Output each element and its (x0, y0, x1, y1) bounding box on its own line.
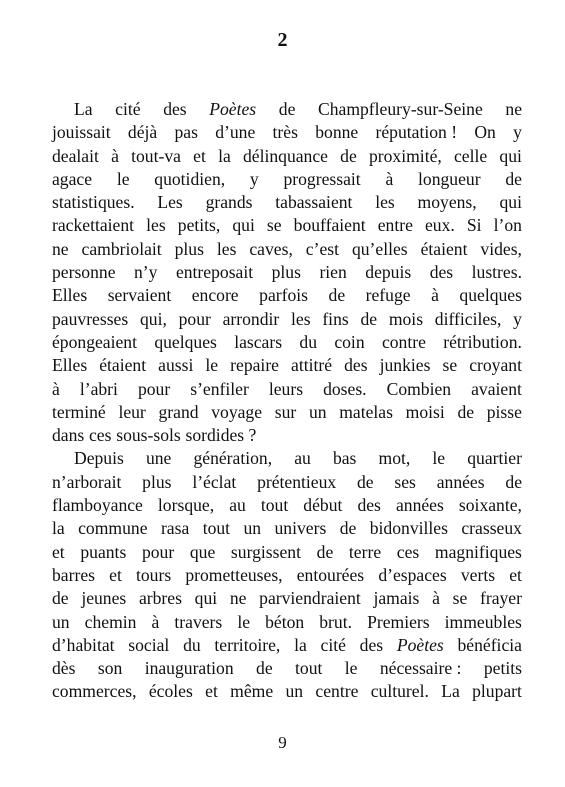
text-line (52, 611, 522, 634)
text-line (52, 680, 522, 703)
text-line (52, 424, 522, 447)
text-line (52, 354, 522, 377)
word: de (316, 541, 334, 562)
word: social (128, 634, 170, 655)
word: Si (466, 215, 482, 236)
word: y (249, 168, 259, 189)
text-line (52, 191, 522, 214)
word: de (360, 308, 378, 329)
text-line (52, 494, 522, 517)
word: surgissent (230, 541, 301, 562)
word: génération, (193, 448, 273, 469)
word: plupart (472, 681, 522, 702)
word: entre (377, 215, 413, 236)
word: caves, (249, 238, 293, 259)
word: de (505, 168, 522, 189)
word: depuis (365, 262, 412, 283)
text-line (52, 541, 522, 564)
word: années (436, 471, 485, 492)
word: arbres (138, 588, 182, 609)
word: plus (174, 238, 204, 259)
word: grand (158, 401, 199, 422)
word: pauvresses (52, 308, 129, 329)
word: étaient (420, 238, 468, 259)
word: à (111, 145, 119, 166)
text-line (52, 657, 522, 680)
word: se (266, 215, 282, 236)
word: les (375, 192, 395, 213)
text-line (52, 261, 522, 284)
word: épongeaient (52, 331, 137, 352)
word: jouissait (52, 122, 111, 143)
text-line (52, 121, 522, 144)
word: le (432, 448, 446, 469)
word: tours (136, 564, 172, 585)
word: étaient (99, 355, 147, 376)
word: ses (394, 471, 416, 492)
word: s’enfiler (190, 378, 249, 399)
word: agace (52, 168, 93, 189)
word: d’habitat (52, 634, 115, 655)
word: qui, (139, 308, 167, 329)
word: réputation ! (375, 122, 458, 143)
word: commune (78, 518, 148, 539)
word: rétribution. (443, 331, 522, 352)
word: à (431, 285, 439, 306)
word: entreposait (175, 262, 254, 283)
word: de (328, 285, 346, 306)
word: leurs (268, 378, 304, 399)
word: pisse (486, 401, 522, 422)
word: cambriolait (81, 238, 162, 259)
word: culturel. (370, 681, 429, 702)
word: de (278, 99, 296, 119)
word: moisi (405, 401, 445, 422)
word: du (299, 331, 317, 352)
word: et (193, 145, 206, 166)
word: servaient (107, 285, 172, 306)
word: et (205, 681, 218, 702)
word: ne (505, 99, 522, 119)
word: au (229, 495, 246, 516)
word: l’abri (79, 378, 118, 399)
word: rien (319, 262, 347, 283)
word: se (452, 588, 468, 609)
word: avaient (471, 378, 522, 399)
word: quotidien, (154, 168, 226, 189)
word: tout (260, 495, 289, 516)
word: bas (332, 448, 357, 469)
text-line (52, 238, 522, 261)
text-line (52, 331, 522, 354)
word: lorsque, (157, 495, 215, 516)
word: de (339, 518, 357, 539)
word: années (395, 495, 444, 516)
word: des (344, 355, 368, 376)
word: un (285, 681, 304, 702)
word: la (218, 145, 231, 166)
word: de (52, 588, 69, 609)
word: de (340, 145, 357, 166)
word: dealait (52, 145, 99, 166)
word: Elles (52, 355, 88, 376)
word: pas (174, 122, 198, 143)
word: coin (334, 331, 365, 352)
word: brut. (319, 611, 352, 632)
word: même (230, 681, 274, 702)
word: qui (232, 215, 255, 236)
word: chemin (84, 611, 137, 632)
word: tout (202, 518, 231, 539)
word: un (308, 401, 327, 422)
word: c’est (305, 238, 340, 259)
word: tout-va (131, 145, 181, 166)
word: les (291, 308, 311, 329)
word: ne (52, 238, 69, 259)
word: y (513, 122, 522, 143)
word: centre (315, 681, 359, 702)
page-number: 9 (278, 733, 287, 752)
word: tabassaient (275, 192, 353, 213)
word: mois (388, 308, 424, 329)
word: béton (265, 611, 305, 632)
word: terminé (52, 401, 106, 422)
word: n’arborait (52, 471, 122, 492)
word: tout (295, 658, 323, 679)
word: plus (271, 262, 301, 283)
word: doses. (323, 378, 367, 399)
word: que (189, 541, 216, 562)
word: On (474, 122, 496, 143)
word: Poètes (396, 634, 444, 655)
word: des (163, 99, 187, 119)
word: déjà (127, 122, 158, 143)
word: bidonvilles (369, 518, 448, 539)
word: jeunes (81, 588, 127, 609)
word: La (74, 99, 93, 119)
word: voyage (211, 401, 263, 422)
text-line (52, 634, 522, 657)
word: les (146, 215, 166, 236)
word: prometteuses, (185, 564, 283, 585)
word: aussi (158, 355, 194, 376)
word: leur (118, 401, 146, 422)
word: jamais (373, 588, 420, 609)
word: territoire, (214, 634, 281, 655)
word: une (145, 448, 172, 469)
word: travers (174, 611, 223, 632)
word: petits (483, 658, 522, 679)
word: qui (194, 588, 218, 609)
word: délinquance (242, 145, 328, 166)
word: de (256, 658, 273, 679)
word: l’on (493, 215, 522, 236)
text-line (52, 564, 522, 587)
word: longueur (418, 168, 481, 189)
word: à (52, 378, 60, 399)
word: et (52, 541, 65, 562)
word: Combien (386, 378, 452, 399)
word: bouffaient (293, 215, 366, 236)
word: ne (229, 588, 247, 609)
chapter-number: 2 (277, 29, 288, 51)
word: début (303, 495, 343, 516)
word: quelques (459, 285, 522, 306)
word: matelas (339, 401, 393, 422)
word: nécessaire : (379, 658, 462, 679)
word: très (272, 122, 298, 143)
text-line (52, 447, 522, 470)
word: bénéficia (457, 634, 522, 655)
word: moyens, (417, 192, 477, 213)
word: contre (381, 331, 426, 352)
word: encore (191, 285, 239, 306)
word: se (442, 355, 458, 376)
word: crasseux (461, 518, 522, 539)
word: terre (348, 541, 382, 562)
word: frayer (479, 588, 522, 609)
word: Premiers (367, 611, 430, 632)
word: le (116, 168, 130, 189)
word: rasa (160, 518, 190, 539)
body-text (52, 98, 522, 704)
word: parviendraient (259, 588, 361, 609)
word: dès (52, 658, 76, 679)
word: inauguration (144, 658, 234, 679)
word: et (109, 564, 122, 585)
word: prétentieux (257, 471, 337, 492)
word: magnifiques (434, 541, 522, 562)
word: de (505, 471, 522, 492)
word: attitré (291, 355, 333, 376)
text-line (52, 284, 522, 307)
word: Elles (52, 285, 88, 306)
word: des (429, 262, 454, 283)
word: qu’elles (351, 238, 408, 259)
word: un (52, 611, 70, 632)
word: celle (454, 145, 488, 166)
word: la (52, 518, 65, 539)
word: sous-sols (116, 425, 181, 446)
word: au (294, 448, 311, 469)
word: le (205, 355, 219, 376)
word: pour (178, 308, 211, 329)
word: ces (396, 541, 420, 562)
word: fins (322, 308, 349, 329)
word: dans (52, 425, 85, 446)
word: écoles (148, 681, 193, 702)
word: difficiles, (434, 308, 502, 329)
word: à (385, 168, 394, 189)
word: qui (499, 192, 522, 213)
word: petits, (177, 215, 221, 236)
text-line (52, 401, 522, 424)
word: lustres. (471, 262, 522, 283)
word: les (216, 238, 237, 259)
word: y (513, 308, 522, 329)
word: croyant (469, 355, 522, 376)
word: grands (205, 192, 253, 213)
word: refuge (365, 285, 411, 306)
word: eux. (424, 215, 455, 236)
word: d’une (215, 122, 256, 143)
word: Les (157, 192, 183, 213)
word: soixante, (458, 495, 522, 516)
word: cité (320, 634, 346, 655)
text-line (52, 471, 522, 494)
word: n’y (134, 262, 158, 283)
word: statistiques. (52, 192, 135, 213)
word: du (183, 634, 201, 655)
word: plus (142, 471, 172, 492)
word: vides, (480, 238, 522, 259)
word: des (357, 495, 381, 516)
text-line (52, 98, 522, 121)
word: sordides ? (185, 425, 257, 446)
word: ces (89, 425, 112, 446)
word: Poètes (209, 99, 257, 119)
word: repaire (230, 355, 279, 376)
word: entourées (296, 564, 365, 585)
word: d’espaces (378, 564, 447, 585)
word: La (441, 681, 460, 702)
word: le (237, 611, 251, 632)
word: Champfleury-sur-Seine (317, 99, 483, 119)
text-line (52, 517, 522, 540)
word: personne (52, 262, 116, 283)
word: sur (274, 401, 297, 422)
text-line (52, 587, 522, 610)
word: pour (141, 541, 175, 562)
word: à (432, 588, 440, 609)
word: univers (274, 518, 327, 539)
word: quartier (467, 448, 522, 469)
word: pour (137, 378, 171, 399)
word: barres (52, 564, 95, 585)
text-line (52, 308, 522, 331)
word: Depuis (74, 448, 124, 469)
word: qui (499, 145, 522, 166)
text-line (52, 168, 522, 191)
word: arrondir (222, 308, 280, 329)
text-line (52, 378, 522, 401)
word: des (359, 634, 384, 655)
word: de (357, 471, 374, 492)
word: son (97, 658, 123, 679)
word: verts (460, 564, 496, 585)
word: mot, (378, 448, 411, 469)
word: immeubles (444, 611, 522, 632)
word: puants (80, 541, 127, 562)
word: rackettaient (52, 215, 135, 236)
word: la (294, 634, 307, 655)
word: l’éclat (192, 471, 237, 492)
word: proximité, (368, 145, 442, 166)
word: à (151, 611, 160, 632)
word: de (457, 401, 475, 422)
word: un (243, 518, 262, 539)
word: junkies (379, 355, 431, 376)
text-line (52, 145, 522, 168)
word: et (509, 564, 522, 585)
word: bonne (315, 122, 359, 143)
text-line (52, 214, 522, 237)
word: lascars (234, 331, 283, 352)
word: commerces, (52, 681, 137, 702)
word: flamboyance (52, 495, 143, 516)
word: progressait (283, 168, 361, 189)
word: cité (115, 99, 141, 119)
word: parfois (259, 285, 308, 306)
word: le (344, 658, 358, 679)
word: quelques (154, 331, 217, 352)
